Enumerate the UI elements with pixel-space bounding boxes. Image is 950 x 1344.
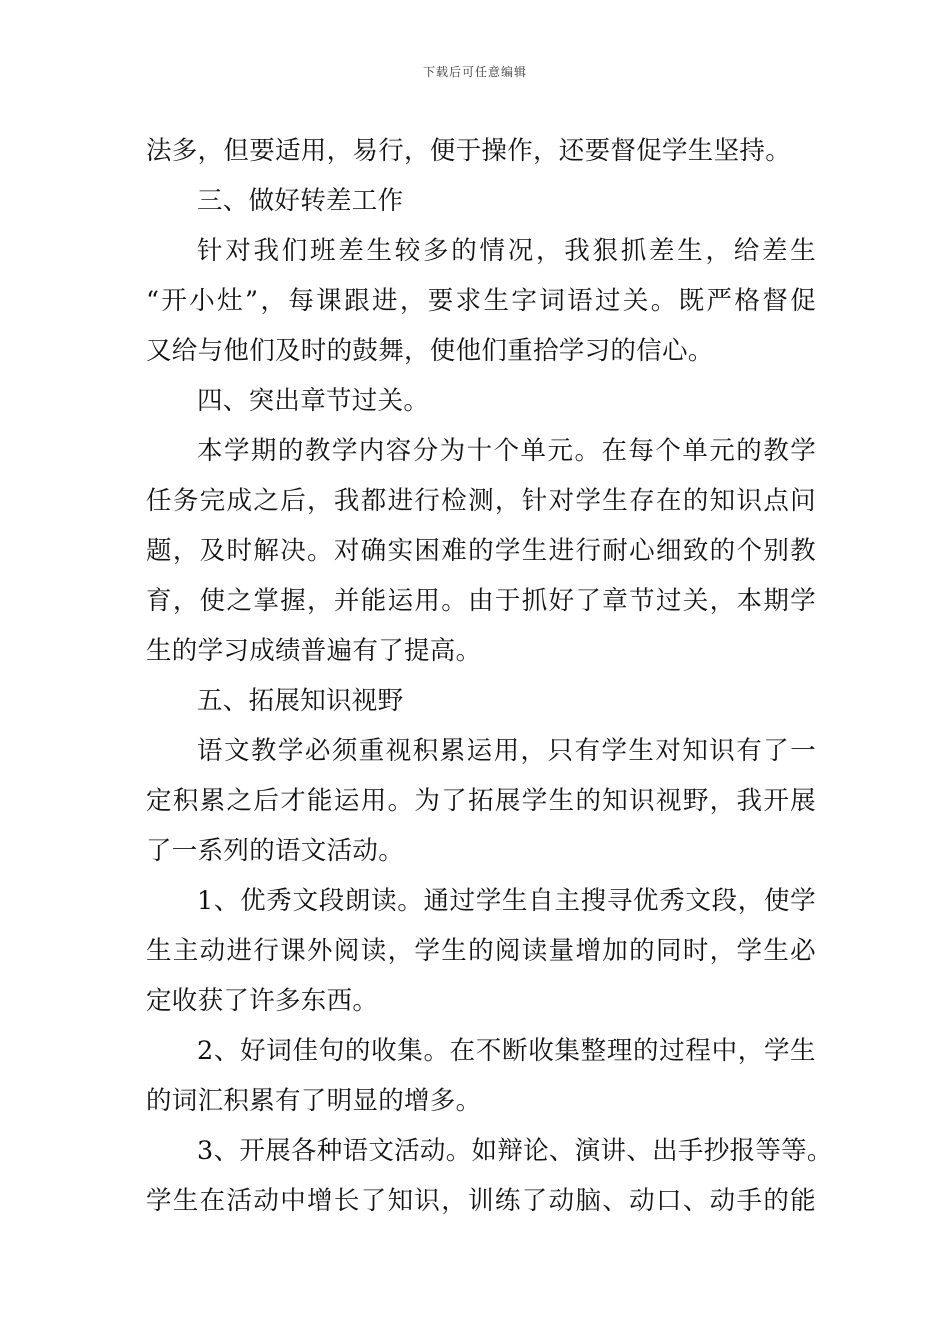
document-body: [146, 126, 833, 1226]
text-line: 定积累之后才能运用。为了拓展学生的知识视野，我开展: [146, 786, 816, 816]
text-line: 育，使之掌握，并能运用。由于抓好了章节过关，本期学: [146, 586, 816, 616]
section-heading: 三、做好转差工作: [197, 186, 404, 216]
text-line: 法多，但要适用，易行，便于操作，还要督促学生坚持。: [146, 136, 792, 166]
text-line: 又给与他们及时的鼓舞，使他们重拾学习的信心。: [146, 336, 714, 366]
section-heading: 四、突出章节过关。: [197, 386, 430, 416]
section-heading: 五、拓展知识视野: [197, 686, 404, 716]
page-header: 下载后可任意编辑: [422, 65, 527, 79]
text-line: 生的学习成绩普遍有了提高。: [146, 636, 482, 666]
text-line: 学生在活动中增长了知识，训练了动脑、动口、动手的能: [146, 1186, 816, 1216]
list-item: 3、开展各种语文活动。如辩论、演讲、出手抄报等等。: [197, 1136, 833, 1166]
text-line: 题，及时解决。对确实困难的学生进行耐心细致的个别教: [146, 536, 816, 566]
text-line: 了一系列的语文活动。: [146, 836, 405, 866]
text-line: “开小灶”，每课跟进，要求生字词语过关。既严格督促: [146, 286, 816, 316]
text-line: 针对我们班差生较多的情况，我狠抓差生，给差生: [197, 236, 816, 266]
text-line: 定收获了许多东西。: [146, 986, 379, 1016]
list-item: 2、好词佳句的收集。在不断收集整理的过程中，学生: [197, 1036, 816, 1066]
list-item: 1、优秀文段朗读。通过学生自主搜寻优秀文段，使学: [197, 886, 816, 916]
text-line: 生主动进行课外阅读，学生的阅读量增加的同时，学生必: [146, 936, 816, 966]
text-line: 本学期的教学内容分为十个单元。在每个单元的教学: [197, 436, 816, 466]
text-line: 的词汇积累有了明显的增多。: [146, 1086, 482, 1116]
text-line: 任务完成之后，我都进行检测，针对学生存在的知识点问: [146, 486, 816, 516]
text-line: 语文教学必须重视积累运用，只有学生对知识有了一: [197, 736, 816, 766]
